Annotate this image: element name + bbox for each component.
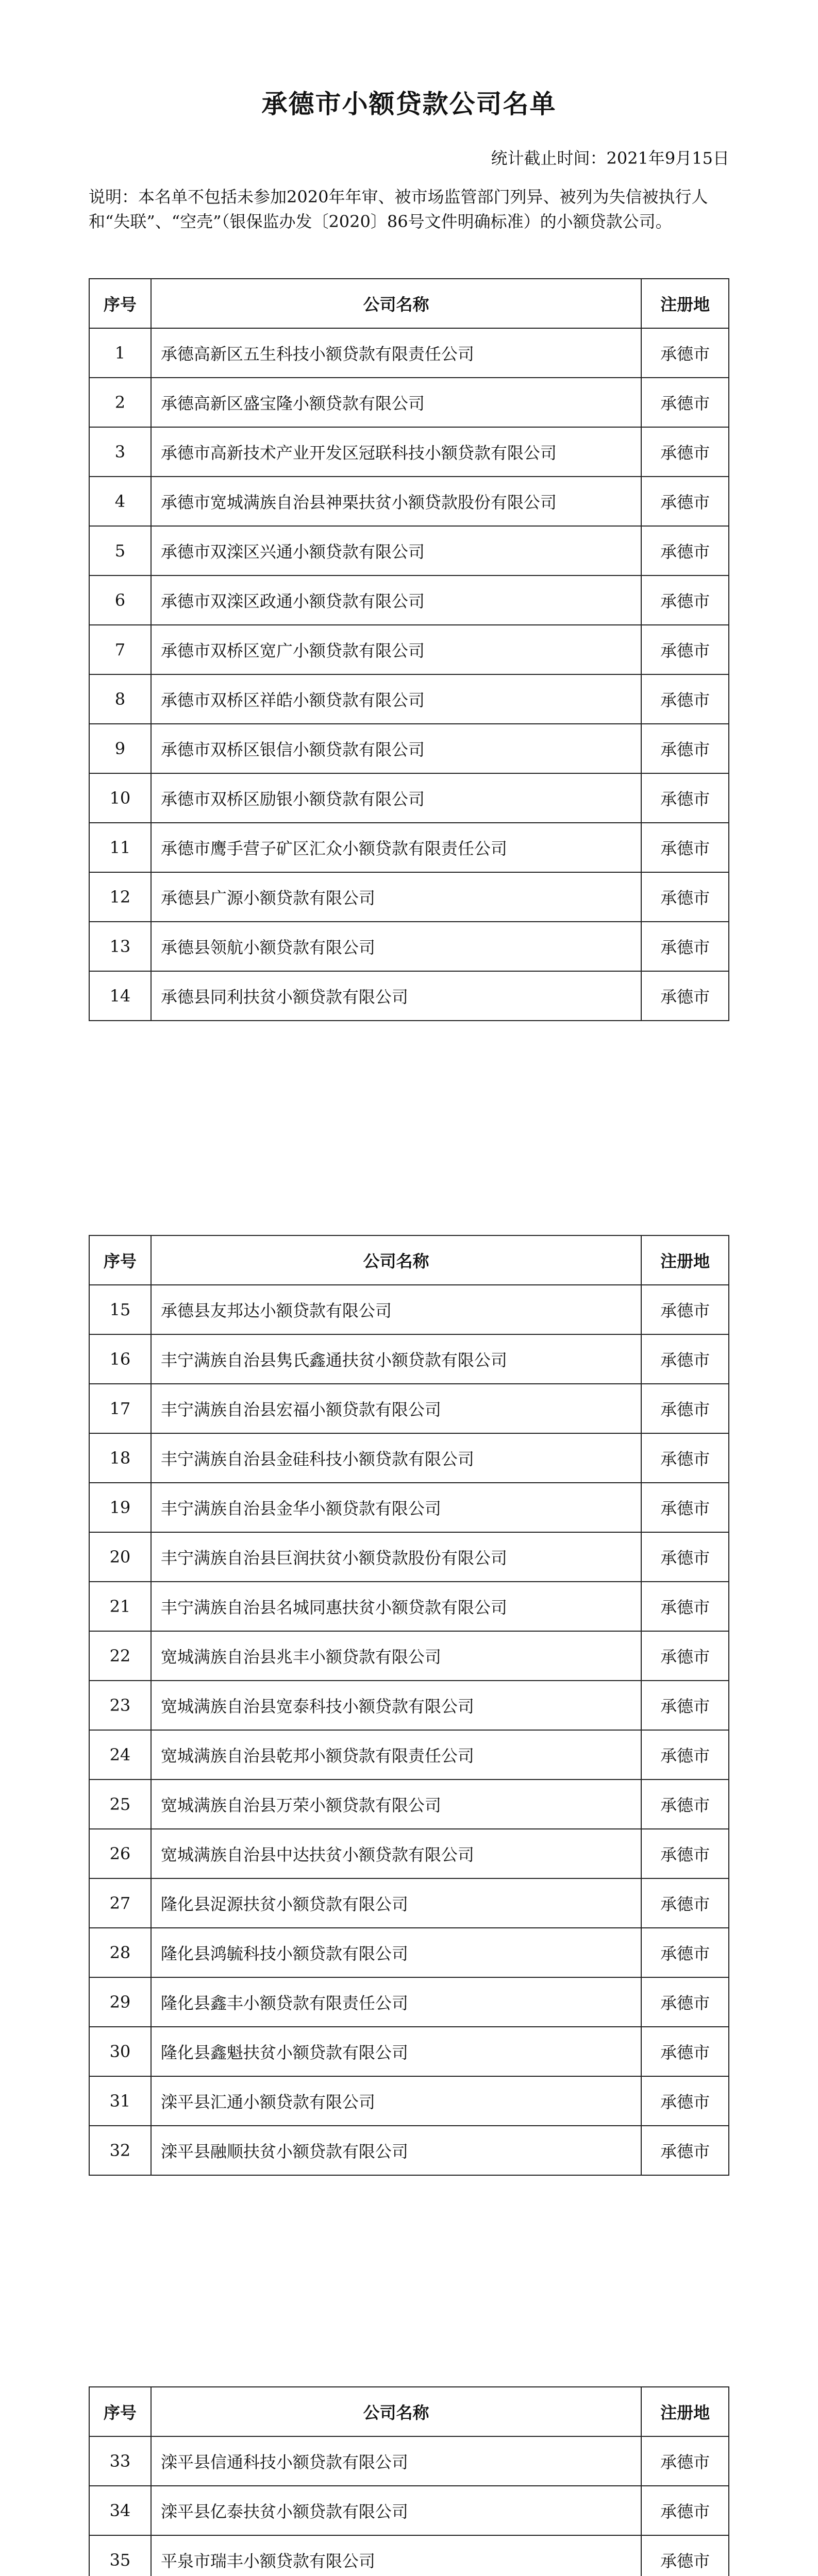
- table-row: [89, 575, 729, 625]
- note-text: 说明：本名单不包括未参加2020年年审、被市场监管部门列异、被列为失信被执行人和“失联”、“空壳”（银保监办发〔2020〕86号文件明确标准）的小额贷款公司。: [89, 187, 708, 231]
- table-row: [89, 1285, 729, 1334]
- registration-place: 承德市: [641, 1878, 729, 1928]
- table-row: [89, 1829, 729, 1878]
- header-reg: 注册地: [641, 1235, 729, 1285]
- table-row: [89, 1582, 729, 1631]
- table-row: [89, 477, 729, 526]
- company-name: 承德市双桥区宽广小额贷款有限公司: [151, 625, 641, 674]
- company-name: 承德市鹰手营子矿区汇众小额贷款有限责任公司: [151, 823, 641, 872]
- registration-place: 承德市: [641, 1433, 729, 1483]
- registration-place: 承德市: [641, 773, 729, 823]
- row-number: 20: [89, 1532, 151, 1582]
- row-number: 15: [89, 1285, 151, 1334]
- row-number: 11: [89, 823, 151, 872]
- table-row: [89, 2027, 729, 2076]
- row-number: 29: [89, 1977, 151, 2027]
- registration-place: 承德市: [641, 1829, 729, 1878]
- registration-place: 承德市: [641, 1730, 729, 1780]
- company-table-2: [89, 1235, 729, 2176]
- row-number: 10: [89, 773, 151, 823]
- row-number: 24: [89, 1730, 151, 1780]
- company-name: 平泉市瑞丰小额贷款有限公司: [151, 2535, 641, 2576]
- company-name: 承德高新区盛宝隆小额贷款有限公司: [151, 378, 641, 427]
- header-reg: 注册地: [641, 2387, 729, 2436]
- table-row: [89, 2076, 729, 2126]
- company-name: 承德县领航小额贷款有限公司: [151, 922, 641, 971]
- company-name: 承德县广源小额贷款有限公司: [151, 872, 641, 922]
- header-reg: 注册地: [641, 279, 729, 328]
- company-name: 宽城满族自治县万荣小额贷款有限公司: [151, 1780, 641, 1829]
- company-name: 丰宁满族自治县隽氏鑫通扶贫小额贷款有限公司: [151, 1334, 641, 1384]
- table-row: [89, 773, 729, 823]
- company-name: 承德县同利扶贫小额贷款有限公司: [151, 971, 641, 1021]
- row-number: 32: [89, 2126, 151, 2175]
- table-row: [89, 625, 729, 674]
- row-number: 4: [89, 477, 151, 526]
- table-row: [89, 674, 729, 724]
- company-name: 承德市双滦区政通小额贷款有限公司: [151, 575, 641, 625]
- row-number: 27: [89, 1878, 151, 1928]
- table-row: [89, 427, 729, 477]
- registration-place: 承德市: [641, 971, 729, 1021]
- registration-place: 承德市: [641, 724, 729, 773]
- registration-place: 承德市: [641, 1483, 729, 1532]
- registration-place: 承德市: [641, 2126, 729, 2175]
- table-row: [89, 2535, 729, 2576]
- registration-place: 承德市: [641, 575, 729, 625]
- company-name: 滦平县融顺扶贫小额贷款有限公司: [151, 2126, 641, 2175]
- company-name: 滦平县信通科技小额贷款有限公司: [151, 2436, 641, 2486]
- header-num: 序号: [89, 2387, 151, 2436]
- row-number: 12: [89, 872, 151, 922]
- table-row: [89, 1780, 729, 1829]
- table-row: [89, 823, 729, 872]
- registration-place: 承德市: [641, 526, 729, 575]
- company-name: 承德市双桥区银信小额贷款有限公司: [151, 724, 641, 773]
- row-number: 23: [89, 1681, 151, 1730]
- row-number: 25: [89, 1780, 151, 1829]
- registration-place: 承德市: [641, 625, 729, 674]
- registration-place: 承德市: [641, 922, 729, 971]
- registration-place: 承德市: [641, 1928, 729, 1977]
- row-number: 3: [89, 427, 151, 477]
- registration-place: 承德市: [641, 872, 729, 922]
- row-number: 5: [89, 526, 151, 575]
- registration-place: 承德市: [641, 1384, 729, 1433]
- header-name: 公司名称: [151, 2387, 641, 2436]
- table-row: [89, 1878, 729, 1928]
- row-number: 26: [89, 1829, 151, 1878]
- company-name: 隆化县鸿毓科技小额贷款有限公司: [151, 1928, 641, 1977]
- row-number: 33: [89, 2436, 151, 2486]
- company-name: 承德市双桥区励银小额贷款有限公司: [151, 773, 641, 823]
- table-row: [89, 1631, 729, 1681]
- registration-place: 承德市: [641, 477, 729, 526]
- registration-place: 承德市: [641, 1780, 729, 1829]
- table-row: [89, 328, 729, 378]
- table-row: [89, 1928, 729, 1977]
- registration-place: 承德市: [641, 328, 729, 378]
- table-row: [89, 1334, 729, 1384]
- row-number: 7: [89, 625, 151, 674]
- row-number: 6: [89, 575, 151, 625]
- company-name: 承德市高新技术产业开发区冠联科技小额贷款有限公司: [151, 427, 641, 477]
- table-row: [89, 971, 729, 1021]
- row-number: 34: [89, 2486, 151, 2535]
- row-number: 8: [89, 674, 151, 724]
- company-name: 承德县友邦达小额贷款有限公司: [151, 1285, 641, 1334]
- company-name: 宽城满族自治县中达扶贫小额贷款有限公司: [151, 1829, 641, 1878]
- table-row: [89, 526, 729, 575]
- registration-place: 承德市: [641, 674, 729, 724]
- header-num: 序号: [89, 1235, 151, 1285]
- row-number: 35: [89, 2535, 151, 2576]
- registration-place: 承德市: [641, 2486, 729, 2535]
- table-row: [89, 1977, 729, 2027]
- table-row: [89, 1532, 729, 1582]
- table-row: [89, 922, 729, 971]
- registration-place: 承德市: [641, 1334, 729, 1384]
- table-row: [89, 2486, 729, 2535]
- company-name: 丰宁满族自治县宏福小额贷款有限公司: [151, 1384, 641, 1433]
- row-number: 16: [89, 1334, 151, 1384]
- row-number: 18: [89, 1433, 151, 1483]
- company-name: 丰宁满族自治县巨润扶贫小额贷款股份有限公司: [151, 1532, 641, 1582]
- row-number: 13: [89, 922, 151, 971]
- table-row: [89, 1483, 729, 1532]
- company-name: 丰宁满族自治县金硅科技小额贷款有限公司: [151, 1433, 641, 1483]
- table-header-row: [89, 1235, 729, 1285]
- registration-place: 承德市: [641, 2027, 729, 2076]
- table-row: [89, 2436, 729, 2486]
- company-name: 隆化县浞源扶贫小额贷款有限公司: [151, 1878, 641, 1928]
- company-name: 承德市双滦区兴通小额贷款有限公司: [151, 526, 641, 575]
- table-header-row: [89, 2387, 729, 2436]
- table-row: [89, 1681, 729, 1730]
- registration-place: 承德市: [641, 1681, 729, 1730]
- registration-place: 承德市: [641, 1582, 729, 1631]
- registration-place: 承德市: [641, 378, 729, 427]
- table-header-row: [89, 279, 729, 328]
- registration-place: 承德市: [641, 1285, 729, 1334]
- registration-place: 承德市: [641, 1977, 729, 2027]
- header-num: 序号: [89, 279, 151, 328]
- table-row: [89, 2126, 729, 2175]
- registration-place: 承德市: [641, 2535, 729, 2576]
- company-name: 承德高新区五生科技小额贷款有限责任公司: [151, 328, 641, 378]
- registration-place: 承德市: [641, 2076, 729, 2126]
- company-table-3: [89, 2386, 729, 2576]
- company-name: 隆化县鑫魁扶贫小额贷款有限公司: [151, 2027, 641, 2076]
- row-number: 19: [89, 1483, 151, 1532]
- registration-place: 承德市: [641, 1631, 729, 1681]
- registration-place: 承德市: [641, 2436, 729, 2486]
- row-number: 22: [89, 1631, 151, 1681]
- row-number: 31: [89, 2076, 151, 2126]
- company-name: 丰宁满族自治县金华小额贷款有限公司: [151, 1483, 641, 1532]
- company-name: 滦平县汇通小额贷款有限公司: [151, 2076, 641, 2126]
- row-number: 14: [89, 971, 151, 1021]
- table-row: [89, 1433, 729, 1483]
- stat-date: 统计截止时间：2021年9月15日: [491, 148, 729, 168]
- registration-place: 承德市: [641, 1532, 729, 1582]
- registration-place: 承德市: [641, 823, 729, 872]
- row-number: 21: [89, 1582, 151, 1631]
- company-table-1: [89, 278, 729, 1021]
- table-row: [89, 872, 729, 922]
- header-name: 公司名称: [151, 1235, 641, 1285]
- row-number: 1: [89, 328, 151, 378]
- company-name: 承德市双桥区祥皓小额贷款有限公司: [151, 674, 641, 724]
- row-number: 17: [89, 1384, 151, 1433]
- row-number: 2: [89, 378, 151, 427]
- page-title: 承德市小额贷款公司名单: [261, 89, 557, 119]
- table-row: [89, 1730, 729, 1780]
- company-name: 隆化县鑫丰小额贷款有限责任公司: [151, 1977, 641, 2027]
- company-name: 宽城满族自治县乾邦小额贷款有限责任公司: [151, 1730, 641, 1780]
- row-number: 30: [89, 2027, 151, 2076]
- company-name: 承德市宽城满族自治县神栗扶贫小额贷款股份有限公司: [151, 477, 641, 526]
- row-number: 9: [89, 724, 151, 773]
- table-row: [89, 378, 729, 427]
- row-number: 28: [89, 1928, 151, 1977]
- company-name: 宽城满族自治县兆丰小额贷款有限公司: [151, 1631, 641, 1681]
- company-name: 丰宁满族自治县名城同惠扶贫小额贷款有限公司: [151, 1582, 641, 1631]
- company-name: 宽城满族自治县宽泰科技小额贷款有限公司: [151, 1681, 641, 1730]
- table-row: [89, 1384, 729, 1433]
- company-name: 滦平县亿泰扶贫小额贷款有限公司: [151, 2486, 641, 2535]
- registration-place: 承德市: [641, 427, 729, 477]
- header-name: 公司名称: [151, 279, 641, 328]
- table-row: [89, 724, 729, 773]
